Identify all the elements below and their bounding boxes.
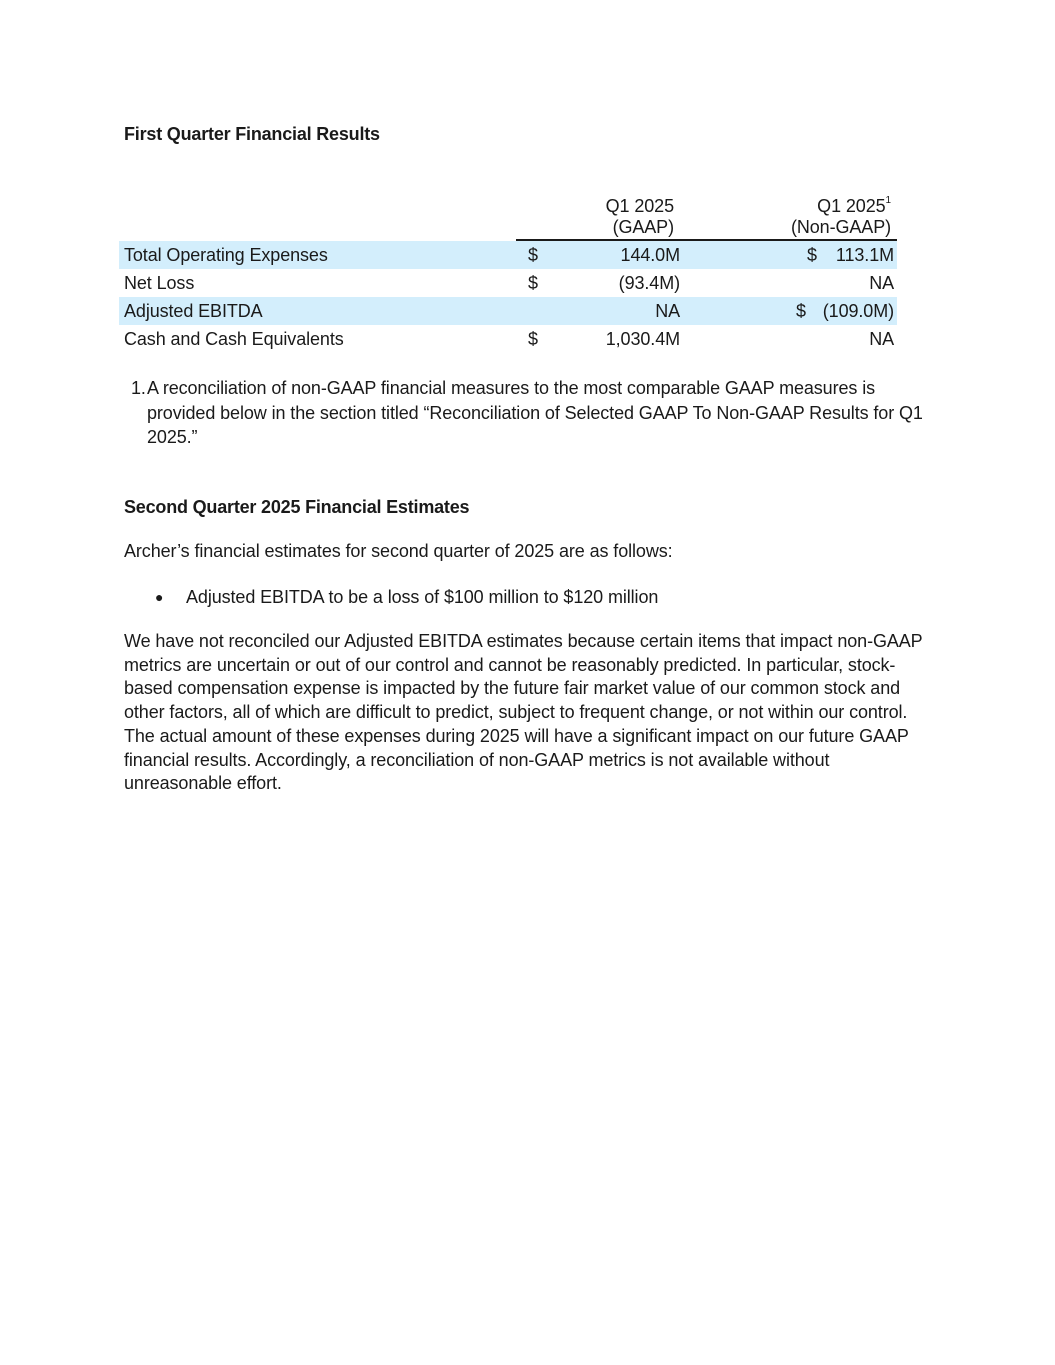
gaap-value: 144.0M — [620, 245, 680, 265]
footnote-text: A reconciliation of non-GAAP financial measures to the most comparable GAAP measures is provided below in the section titled “Reconciliation of Selected GAAP To Non-GAAP Results for Q1 2025.” — [147, 378, 923, 447]
gaap-value: 1,030.4M — [605, 329, 680, 349]
nongaap-value: 113.1M — [835, 245, 894, 265]
table-row — [119, 241, 897, 269]
gaap-value: (93.4M) — [618, 273, 680, 293]
nongaap-value: NA — [869, 273, 894, 293]
row-label: Net Loss — [124, 273, 195, 293]
nongaap-currency: $ — [807, 245, 817, 265]
table-row — [119, 297, 897, 325]
estimates-intro: Archer’s financial estimates for second quarter of 2025 are as follows: — [124, 541, 673, 561]
financial-results-table — [119, 196, 897, 353]
section-heading-q2-estimates: Second Quarter 2025 Financial Estimates — [124, 497, 470, 517]
column-header-nongaap-line2: (Non-GAAP) — [790, 217, 891, 237]
footnote-number: 1. — [131, 378, 146, 398]
column-header-nongaap — [676, 196, 897, 241]
nongaap-value: (109.0M) — [822, 301, 894, 321]
disclaimer-paragraph: We have not reconciled our Adjusted EBITDA estimates because certain items that impact non-GAAP metrics are uncertain or out of our control and cannot be reasonably predicted. In particular, stock-based compensation expense is impacted by the future fair market value of our common stock and other factors, all of which are difficult to predict, subject to frequent change, or not within our control. The actual amount of these expenses during 2025 will have a significant impact on our future GAAP financial results. Accordingly, a reconciliation of non-GAAP metrics is not available without unreasonable effort. — [124, 631, 923, 794]
column-header-nongaap-line1: Q1 2025 — [817, 196, 886, 216]
column-header-gaap-line2: (GAAP) — [612, 217, 674, 237]
footnote-reference: 1 — [885, 195, 891, 206]
row-label: Total Operating Expenses — [124, 245, 328, 265]
section-heading-q1-results: First Quarter Financial Results — [124, 124, 380, 144]
gaap-value: NA — [655, 301, 680, 321]
nongaap-currency: $ — [796, 301, 806, 321]
gaap-currency: $ — [528, 245, 538, 265]
column-header-gaap — [516, 196, 676, 241]
table-header — [119, 196, 897, 241]
row-label: Adjusted EBITDA — [124, 301, 263, 321]
table-row — [119, 269, 897, 297]
gaap-currency: $ — [528, 329, 538, 349]
nongaap-value: NA — [869, 329, 894, 349]
column-header-gaap-line1: Q1 2025 — [605, 196, 674, 216]
table-row — [119, 325, 897, 353]
bullet-icon: ● — [155, 589, 164, 605]
row-label: Cash and Cash Equivalents — [124, 329, 344, 349]
gaap-currency: $ — [528, 273, 538, 293]
bullet-text: Adjusted EBITDA to be a loss of $100 million to $120 million — [186, 587, 659, 607]
